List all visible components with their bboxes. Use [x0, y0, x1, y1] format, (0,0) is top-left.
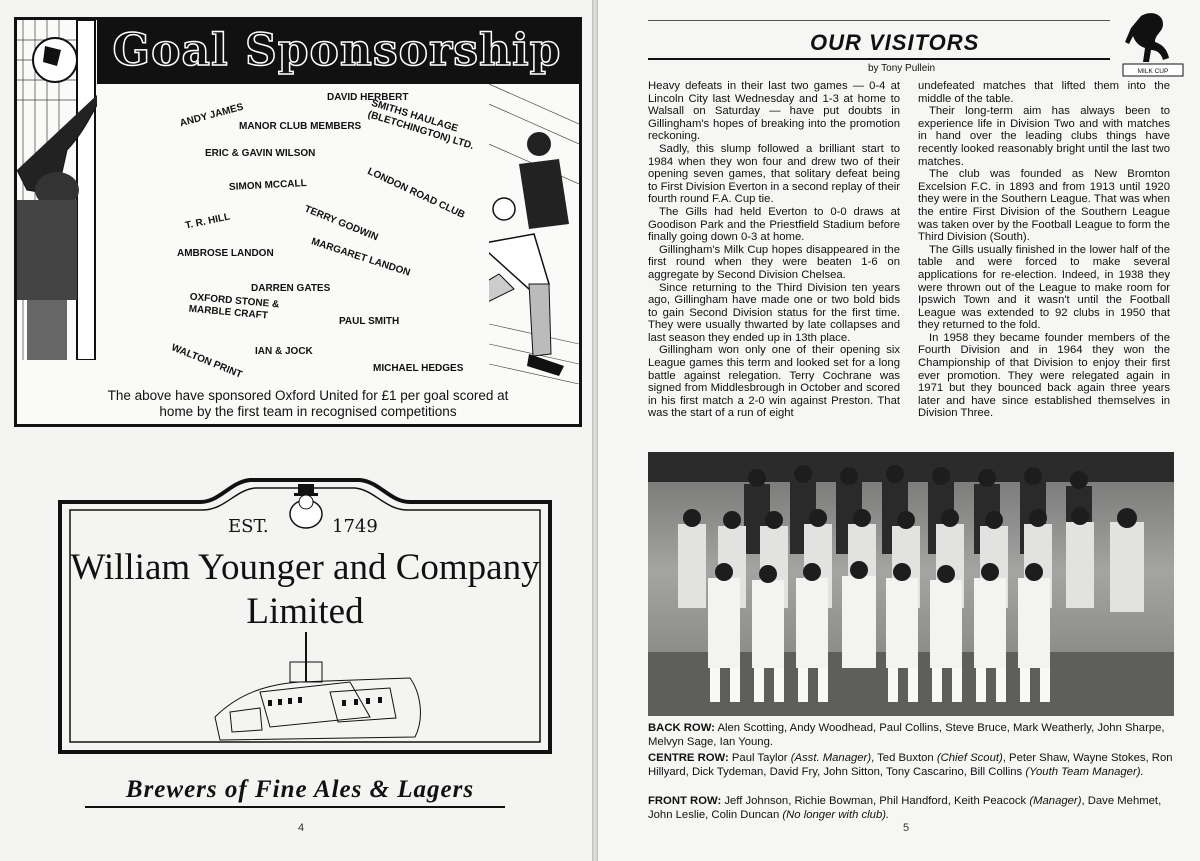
caption-label: FRONT ROW:: [648, 795, 722, 807]
caption-role: (Manager): [1029, 795, 1082, 807]
sponsor-name: WALTON PRINT: [169, 342, 244, 381]
caption-names: Paul Taylor: [731, 752, 788, 764]
caption-role: (Chief Scout): [936, 752, 1003, 764]
article-paragraph: Heavy defeats in their last two games — 0-4 at Lincoln City last Wednesday and 1-3 at home to Walsall on Saturday — have put doubts in Gillingham's hopes of breaking into the promotion reckoning.: [648, 80, 900, 143]
article-paragraph: Since returning to the Third Division ten years ago, Gillingham have made one or two bold bids to gain Second Division status for the first time. They were usually thwarted by late collapses and last season they ended up in 13th place.: [648, 281, 900, 344]
caption-back-row: [648, 722, 1178, 749]
sponsor-name: PAUL SMITH: [339, 316, 400, 327]
kent-horse-crest-icon: [1111, 8, 1193, 78]
sponsor-name: OXFORD STONE & MARBLE CRAFT: [188, 291, 280, 322]
sponsor-name: DARREN GATES: [251, 283, 331, 294]
caption-label: CENTRE ROW:: [648, 752, 729, 764]
goal-sponsorship-banner: [95, 20, 579, 84]
article-paragraph: The Gills had held Everton to 0-0 draws at Goodison Park and the Priestfield Stadium before finally going down 0-3 at home.: [648, 205, 900, 244]
caption-role: (Asst. Manager): [790, 752, 872, 764]
page-number-right: 5: [903, 822, 910, 834]
crest-label: MILK CUP: [1137, 68, 1169, 75]
article-paragraph: Their long-term aim has always been to experience life in Division Two and with matches in hand over the leading clubs things have recently looked reasonably bright until the last two matches.: [918, 105, 1170, 168]
caption-names: , Peter Shaw, Wayne Stokes, Ron Hillyard, Dick Tydeman, David Fry, John Sitton, Tony Cascarino, Bill Collins: [648, 752, 1173, 778]
brewery-engraving: [210, 622, 430, 747]
caption-role: (No longer with club).: [782, 808, 890, 821]
page-number-left: 4: [298, 822, 305, 834]
caption-names: Alen Scotting, Andy Woodhead, Paul Collins, Steve Bruce, Mark Weatherly, John Sharpe, Melvyn Sage, Ian Young.: [648, 722, 1165, 748]
goal-sponsorship-panel: [14, 17, 582, 427]
sponsor-name: LONDON ROAD CLUB: [365, 166, 467, 221]
sponsor-name: T. R. HILL: [184, 211, 232, 232]
player-kicking-illustration: [489, 84, 579, 384]
article-paragraph: The club was founded as New Bromton Excelsion F.C. in 1893 and from 1913 until 1920 they were in the Southern League. That was when the entire First Division of the Southern League was taken over by the Football League to form the Third Division (South).: [918, 168, 1170, 244]
article-column-2: [918, 80, 1170, 420]
left-page: [0, 0, 592, 861]
title-rule-top: [648, 20, 1110, 21]
caption-label: BACK ROW:: [648, 722, 715, 734]
article-paragraph: In 1958 they became founder members of the Fourth Division and in 1964 they won the Championship of that Division to enjoy their first ever promotion. They were relegated again in 1971 but they bounced back again three years later and have since established themselves in Division Three.: [918, 331, 1170, 420]
company-name: William Younger and Company Limited: [70, 547, 540, 632]
est-label: EST.: [228, 516, 269, 537]
sponsor-name: ERIC & GAVIN WILSON: [205, 148, 316, 159]
caption-front-row: [648, 795, 1178, 822]
caption-names: Jeff Johnson, Richie Bowman, Phil Handford, Keith Peacock: [724, 795, 1027, 807]
younger-mascot-icon: [278, 480, 334, 532]
article-paragraph: Gillingham won only one of their opening six League games this term and looked set for a long battle against relegation. Terry Cochrane was signed from Middlesbrough in October and scored in his first match a 2-0 win against Preston. That was the start of a run of eight: [648, 344, 900, 420]
article-paragraph: Gillingham's Milk Cup hopes disappeared in the first round when they were beaten 1-6 on aggregate by Second Division Chelsea.: [648, 243, 900, 281]
est-year: 1749: [332, 516, 378, 537]
sponsor-name: TERRY GODWIN: [302, 203, 380, 244]
goalkeeper-illustration: [17, 20, 97, 360]
william-younger-advert: [50, 472, 560, 762]
caption-names: , Dave Mehmet, John Leslie, Colin Duncan: [648, 795, 1162, 821]
caption-centre-row: [648, 752, 1178, 779]
sponsor-name: MICHAEL HEDGES: [373, 363, 464, 374]
article-column-1: [648, 80, 900, 420]
article-paragraph: The Gills usually finished in the lower half of the table and were forced to make several applications for re-election. Indeed, in 1938 they were thrown out of the League to make room for Ipswich Town and it wasn't until the Football League was extended to 92 clubs in 1950 that they returned to the fold.: [918, 243, 1170, 332]
article-paragraph: Sadly, this slump followed a brilliant start to 1984 when they won four and drew two of their opening seven games, that solitary defeat being to First Division Everton in a second replay of their fourth round F.A. Cup tie.: [648, 142, 900, 206]
tagline-underline: [85, 806, 505, 808]
goal-sponsorship-footnote: The above have sponsored Oxford United for £1 per goal scored at home by the first team in recognised competitions: [107, 388, 509, 419]
sponsor-name: AMBROSE LANDON: [177, 248, 274, 259]
title-rule-bottom: [648, 58, 1110, 60]
sponsor-name: SMITHS HAULAGE (BLETCHINGTON) LTD.: [366, 97, 476, 152]
article-paragraph: undefeated matches that lifted them into the middle of the table.: [918, 80, 1170, 105]
sponsor-name: IAN & JOCK: [255, 346, 313, 357]
sponsor-name: ANDY JAMES: [178, 101, 245, 130]
caption-names: , Ted Buxton: [871, 752, 934, 764]
sponsor-name: MANOR CLUB MEMBERS: [239, 121, 362, 132]
caption-role: (Youth Team Manager).: [1025, 765, 1144, 778]
sponsor-name: MARGARET LANDON: [309, 236, 412, 279]
page-title: OUR VISITORS: [810, 30, 980, 55]
sponsor-name: DAVID HERBERT: [327, 92, 409, 103]
brewers-tagline: Brewers of Fine Ales & Lagers: [125, 776, 475, 803]
goal-sponsorship-title: Goal Sponsorship: [112, 25, 562, 76]
team-photo: [648, 452, 1174, 716]
right-page: [598, 0, 1200, 861]
byline: by Tony Pullein: [868, 63, 936, 74]
sponsor-name: SIMON MCCALL: [228, 177, 308, 194]
